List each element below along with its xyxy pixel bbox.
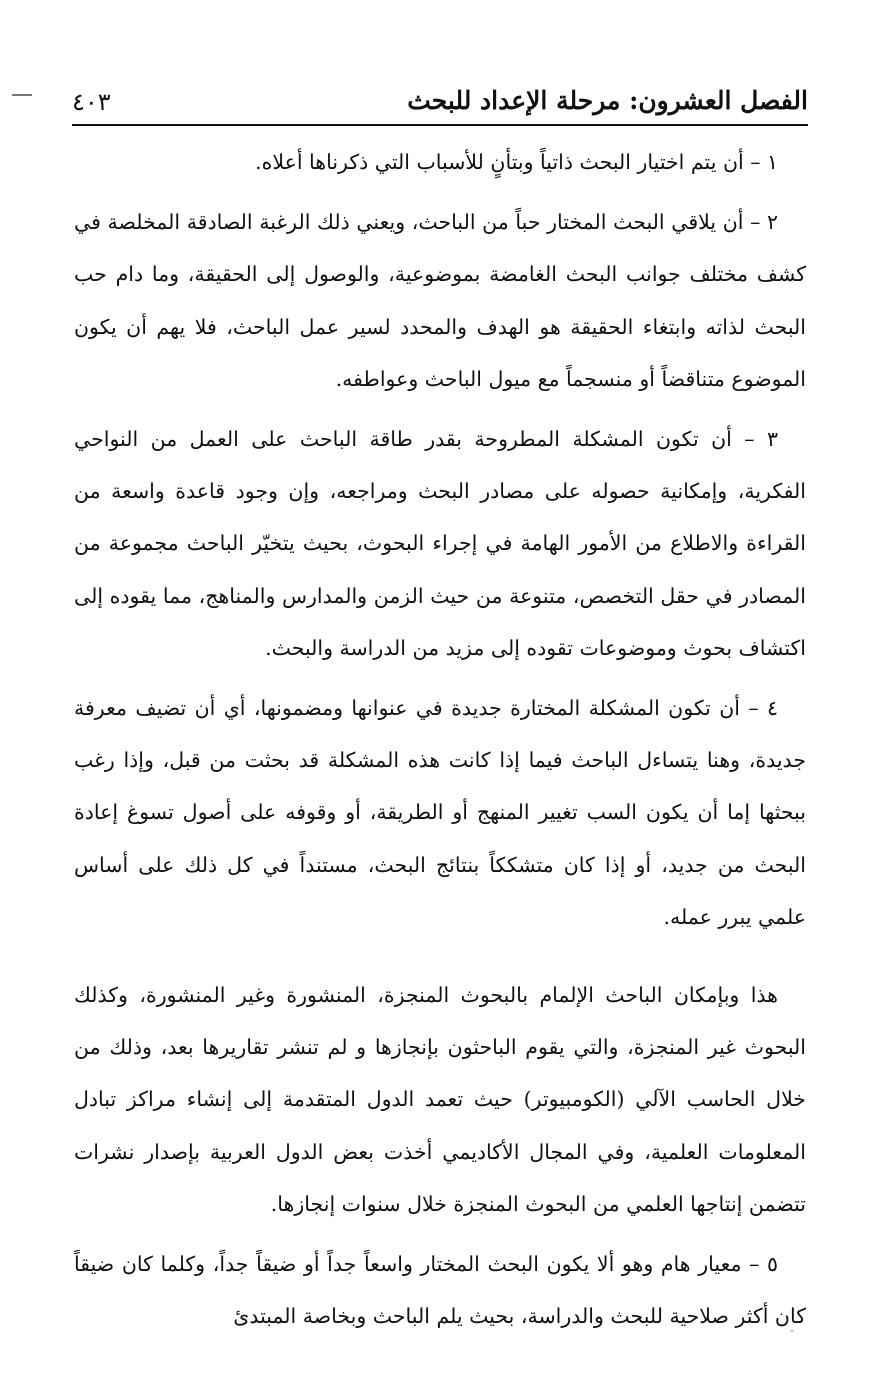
paragraph-criterion-4: ٤ – أن تكون المشكلة المختارة جديدة في عنوانها ومضمونها، أي أن تضيف معرفة جديدة، وهنا يتساءل الباحث فيما إذا كانت هذه المشكلة قد بحثت من قبل، وإذا رغب ببحثها إما أن يكون السب تغيير المنهج أو الطريقة، أو وقوفه على أصول تسوغ إعادة البحث من جديد، أو إذا كان متشككاً بنتائج البحث، مستنداً في كل ذلك على أساس علمي يبرر عمله. [74,696,806,929]
paragraph-criterion-5: ٥ – معيار هام وهو ألا يكون البحث المختار واسعاً جداً أو ضيقاً جداً، وكلما كان ضيقاً كان أكثر صلاحية للبحث والدراسة، بحيث يلم الباحث وبخاصة المبتدئ [74,1252,806,1329]
page-number: ٤٠٣ [72,88,111,116]
page-body [74,136,806,1350]
margin-mark [12,94,32,96]
paragraph-completed-research-note: هذا وبإمكان الباحث الإلمام بالبحوث المنجزة، المنشورة وغير المنشورة، وكذلك البحوث غير المنجزة، والتي يقوم الباحثون بإنجازها و لم تنشر تقاريرها بعد، وذلك من خلال الحاسب الآلي (الكومبيوتر) حيث تعمد الدول المتقدمة إلى إنشاء مراكز تبادل المعلومات العلمية، وفي المجال الأكاديمي أخذت بعض الدول العربية بإصدار نشرات تتضمن إنتاجها العلمي من البحوث المنجزة خلال سنوات إنجازها. [74,983,806,1216]
paragraph-criterion-2: ٢ – أن يلاقي البحث المختار حباً من الباحث، ويعني ذلك الرغبة الصادقة المخلصة في كشف مختلف جوانب البحث الغامضة بموضوعية، والوصول إلى الحقيقة، وما دام حب البحث لذاته وابتغاء الحقيقة هو الهدف والمحدد لسير عمل الباحث، فلا يهم أن يكون الموضوع متناقضاً أو منسجماً مع ميول الباحث وعواطفه. [74,210,806,391]
page-header [72,84,808,126]
paragraph-criterion-1: ١ – أن يتم اختيار البحث ذاتياً وبتأنٍ للأسباب التي ذكرناها أعلاه. [255,150,778,174]
paragraph-criterion-3: ٣ – أن تكون المشكلة المطروحة بقدر طاقة الباحث على العمل من النواحي الفكرية، وإمكانية حصوله على مصادر البحث ومراجعه، وإن وجود قاعدة واسعة من القراءة والاطلاع من الأمور الهامة في إجراء البحوث، بحيث يتخيّر الباحث مجموعة من المصادر في حقل التخصص، متنوعة من حيث الزمن والمدارس والمناهج، مما يقوده إلى اكتشاف بحوث وموضوعات تقوده إلى مزيد من الدراسة والبحث. [74,427,806,660]
running-title: الفصل العشرون: مرحلة الإعداد للبحث [407,86,808,115]
scan-speck [790,1330,794,1332]
